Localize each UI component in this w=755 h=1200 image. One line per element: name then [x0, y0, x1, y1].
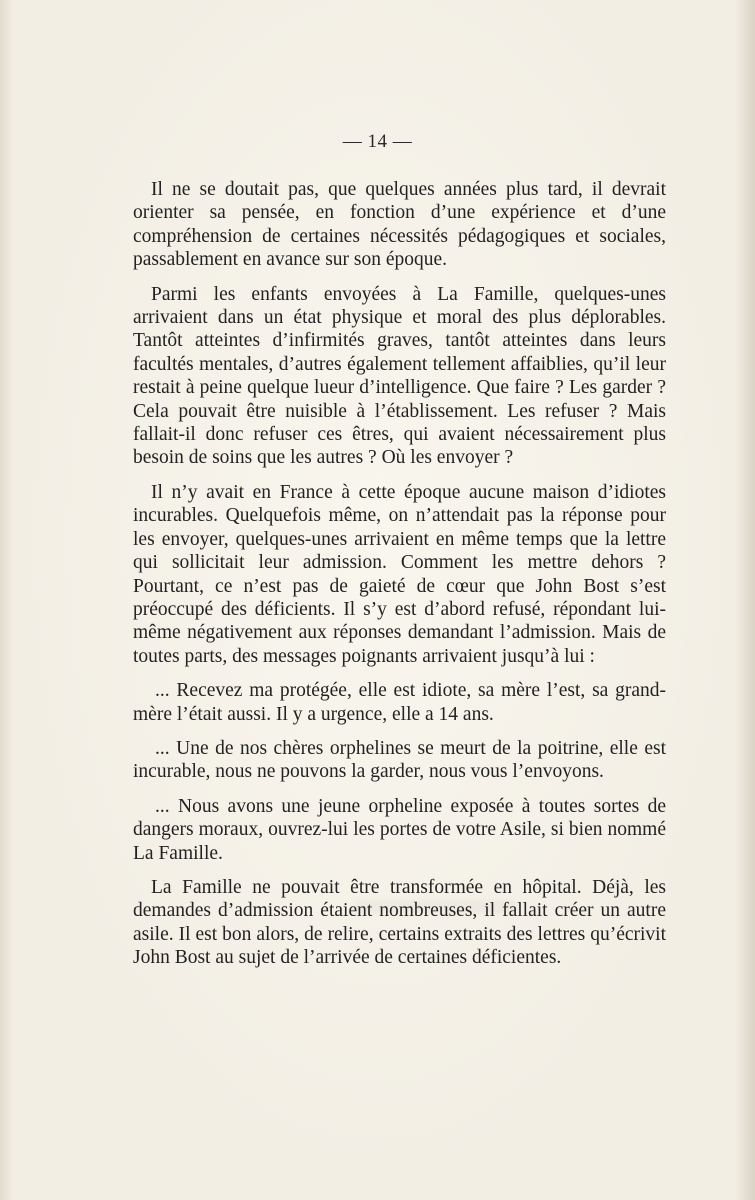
- quote-1: ... Recevez ma protégée, elle est idiote, sa mère l’est, sa grand-mère l’était aussi. Il y a urgence, elle a 14 ans.: [133, 680, 666, 725]
- paragraph-3: Il n’y avait en France à cette époque aucune maison d’idiotes incurables. Quelquefois même, on n’attendait pas la réponse pour les envoyer, quelques-unes arrivaient en même temps que la lettre qui sollicitait leur admission. Comment les mettre dehors ? Pourtant, ce n’est pas de gaieté de cœur que John Bost s’est préoccupé des déficients. Il s’y est d’abord refusé, répondant lui-même négativement aux réponses demandant l’admission. Mais de toutes parts, des messages poignants arrivaient jusqu’à lui :: [133, 481, 666, 667]
- page-number: — 14 —: [342, 131, 413, 152]
- paragraph-2: Parmi les enfants envoyées à La Famille, quelques-unes arrivaient dans un état physique et moral des plus déplorables. Tantôt atteintes d’infirmités graves, tantôt atteintes dans leurs facultés mentales, d’autres également tellement affaiblies, qu’il leur restait à peine quelque lueur d’intelligence. Que faire ? Les garder ? Cela pouvait être nuisible à l’établissement. Les refuser ? Mais fallait-il donc refuser ces êtres, qui avaient nécessairement plus besoin de soins que les autres ? Où les envoyer ?: [133, 283, 666, 469]
- quote-3: ... Nous avons une jeune orpheline exposée à toutes sortes de dangers moraux, ouvrez-lui les portes de votre Asile, si bien nommé La Famille.: [133, 795, 666, 864]
- paragraph-4: La Famille ne pouvait être transformée en hôpital. Déjà, les demandes d’admission étaient nombreuses, il fallait créer un autre asile. Il est bon alors, de relire, certains extraits des lettres qu’écrivit John Bost au sujet de l’arrivée de certaines déficientes.: [133, 876, 666, 969]
- paragraph-1: Il ne se doutait pas, que quelques années plus tard, il devrait orienter sa pensée, en fonction d’une expérience et d’une compréhension de certaines nécessités pédagogiques et sociales, passablement en avance sur son époque.: [133, 179, 666, 271]
- quote-2: ... Une de nos chères orphelines se meurt de la poitrine, elle est incurable, nous ne pouvons la garder, nous vous l’envoyons.: [133, 737, 666, 783]
- body-text: [133, 178, 666, 970]
